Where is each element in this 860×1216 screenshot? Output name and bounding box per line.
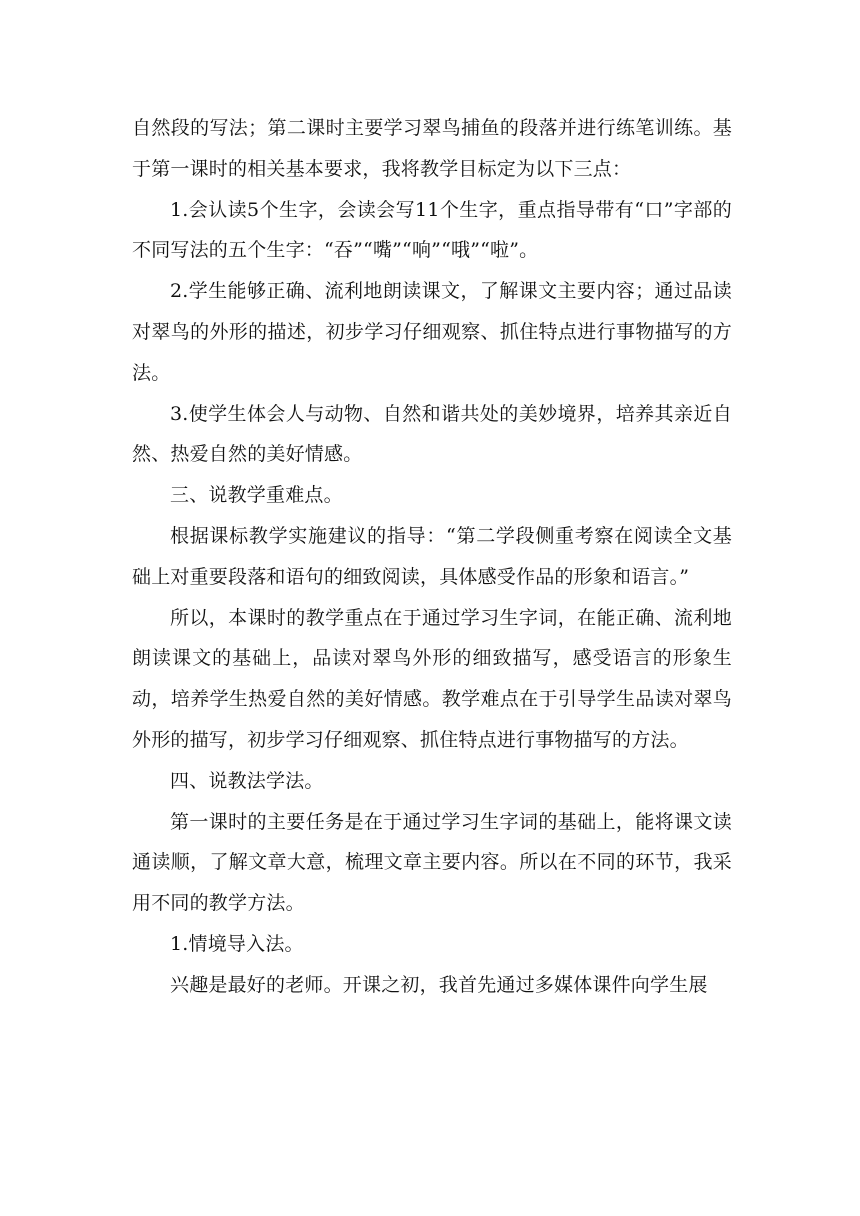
paragraph-first-lesson-task: 第一课时的主要任务是在于通过学习生字词的基础上，能将课文读通读顺，了解文章大意，梳理文章主要内容。所以在不同的环节，我采用不同的教学方法。 (132, 810, 732, 915)
paragraph-goal-1: 1.会认读5个生字，会读会写11个生字，重点指导带有“口”字部的不同写法的五个生字：“吞”“嘴”“响”“哦”“啦”。 (132, 198, 732, 262)
section-heading-teaching-methods: 四、说教法学法。 (170, 769, 324, 792)
document-body (132, 108, 732, 1006)
paragraph-teaching-goals-intro: 自然段的写法；第二课时主要学习翠鸟捕鱼的段落并进行练笔训练。基于第一课时的相关基本要求，我将教学目标定为以下三点： (132, 117, 732, 180)
paragraph-curriculum-guidance: 根据课标教学实施建议的指导：“第二学段侧重考察在阅读全文基础上对重要段落和语句的细致阅读，具体感受作品的形象和语言。” (132, 524, 732, 588)
paragraph-interest-intro: 兴趣是最好的老师。开课之初，我首先通过多媒体课件向学生展 (170, 973, 708, 996)
paragraph-goal-2: 2.学生能够正确、流利地朗读课文，了解课文主要内容；通过品读对翠鸟的外形的描述，初步学习仔细观察、抓住特点进行事物描写的方法。 (132, 280, 732, 384)
subheading-situational-intro: 1.情境导入法。 (170, 932, 304, 955)
section-heading-key-points: 三、说教学重难点。 (170, 484, 343, 507)
paragraph-goal-3: 3.使学生体会人与动物、自然和谐共处的美妙境界，培养其亲近自然、热爱自然的美好情感。 (132, 402, 732, 466)
paragraph-key-and-difficult-points: 所以，本课时的教学重点在于通过学习生字词，在能正确、流利地朗读课文的基础上，品读对翠鸟外形的细致描写，感受语言的形象生动，培养学生热爱自然的美好情感。教学难点在于引导学生品读对翠鸟外形的描写，初步学习仔细观察、抓住特点进行事物描写的方法。 (132, 606, 732, 751)
